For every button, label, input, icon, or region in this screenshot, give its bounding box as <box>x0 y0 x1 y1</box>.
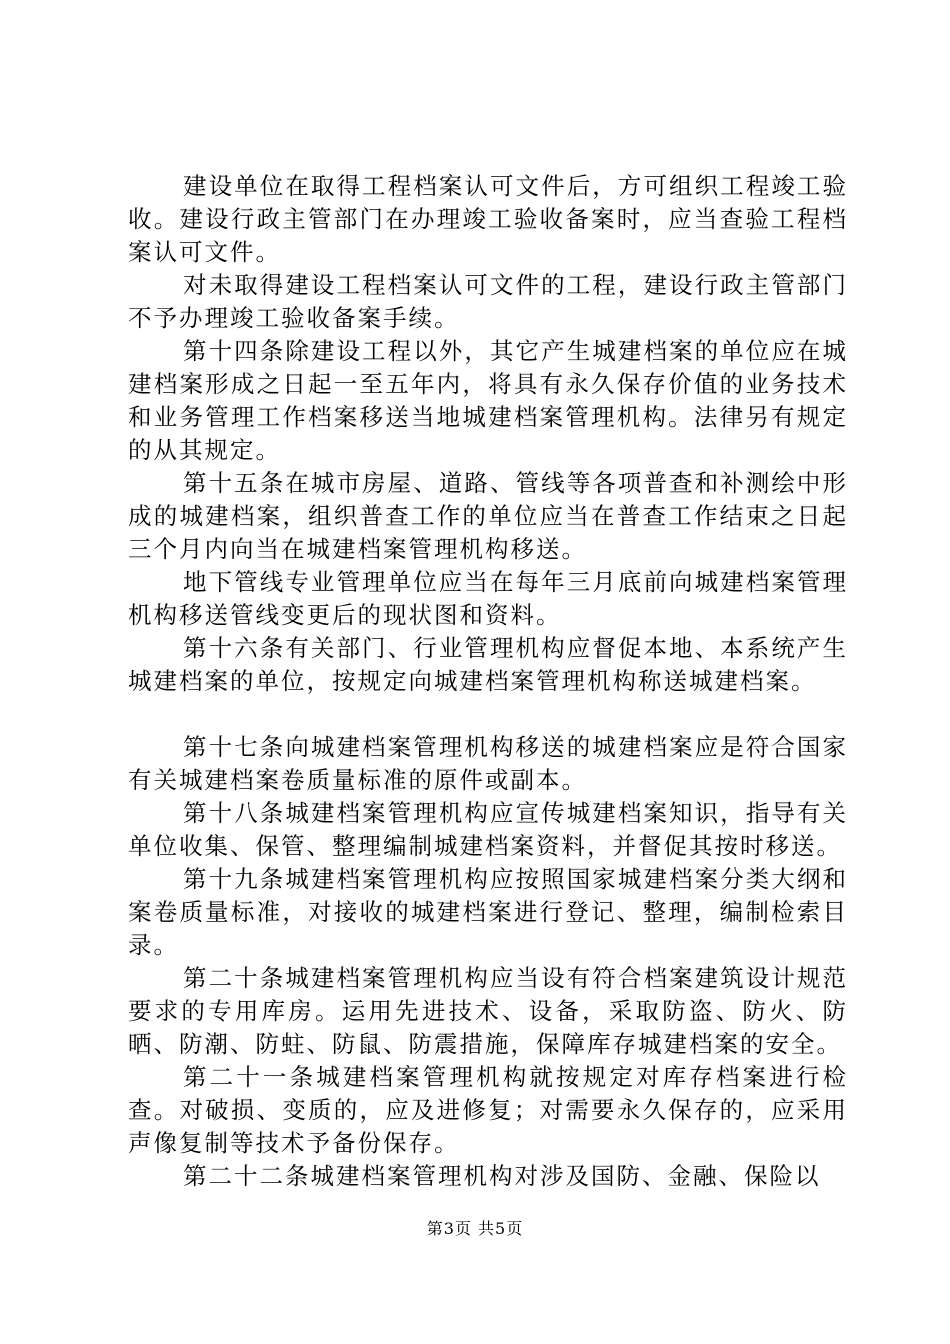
paragraph-article-18: 第十八条城建档案管理机构应宣传城建档案知识，指导有关单位收集、保管、整理编制城建档案资料，并督促其按时移送。 <box>128 799 848 860</box>
paragraph-underground-pipelines: 地下管线专业管理单位应当在每年三月底前向城建档案管理机构移送管线变更后的现状图和资料。 <box>128 568 848 629</box>
paragraph-article-19: 第十九条城建档案管理机构应按照国家城建档案分类大纲和案卷质量标准，对接收的城建档案进行登记、整理，编制检索目录。 <box>128 865 848 959</box>
page-number-indicator: 第3页 共5页 <box>426 1219 524 1238</box>
paragraph-gap <box>128 698 848 731</box>
paragraph-article-17: 第十七条向城建档案管理机构移送的城建档案应是符合国家有关城建档案卷质量标准的原件或副本。 <box>128 733 848 794</box>
paragraph-article-22: 第二十二条城建档案管理机构对涉及国防、金融、保险以 <box>183 1162 821 1190</box>
paragraph-article-16: 第十六条有关部门、行业管理机构应督促本地、本系统产生城建档案的单位，按规定向城建档案管理机构称送城建档案。 <box>128 634 848 695</box>
paragraph-article-14: 第十四条除建设工程以外，其它产生城建档案的单位应在城建档案形成之日起一至五年内，将具有永久保存价值的业务技术和业务管理工作档案移送当地城建档案管理机构。法律另有规定的从其规定。 <box>128 337 848 464</box>
paragraph-article-21: 第二十一条城建档案管理机构就按规定对库存档案进行检查。对破损、变质的，应及进修复；对需要永久保存的，应采用声像复制等技术予备份保存。 <box>128 1063 848 1157</box>
paragraph-no-filing: 对未取得建设工程档案认可文件的工程，建设行政主管部门不予办理竣工验收备案手续。 <box>128 271 848 332</box>
paragraph-article-15: 第十五条在城市房屋、道路、管线等各项普查和补测绘中形成的城建档案，组织普查工作的单位应当在普查工作结束之日起三个月内向当在城建档案管理机构移送。 <box>128 469 848 563</box>
paragraph-acceptance-condition: 建设单位在取得工程档案认可文件后，方可组织工程竣工验收。建设行政主管部门在办理竣工验收备案时，应当查验工程档案认可文件。 <box>128 172 848 266</box>
document-body <box>128 170 848 1193</box>
paragraph-article-20: 第二十条城建档案管理机构应当设有符合档案建筑设计规范要求的专用库房。运用先进技术、设备，采取防盗、防火、防晒、防潮、防蛀、防鼠、防震措施，保障库存城建档案的安全。 <box>128 964 848 1058</box>
page-footer <box>0 1216 950 1239</box>
